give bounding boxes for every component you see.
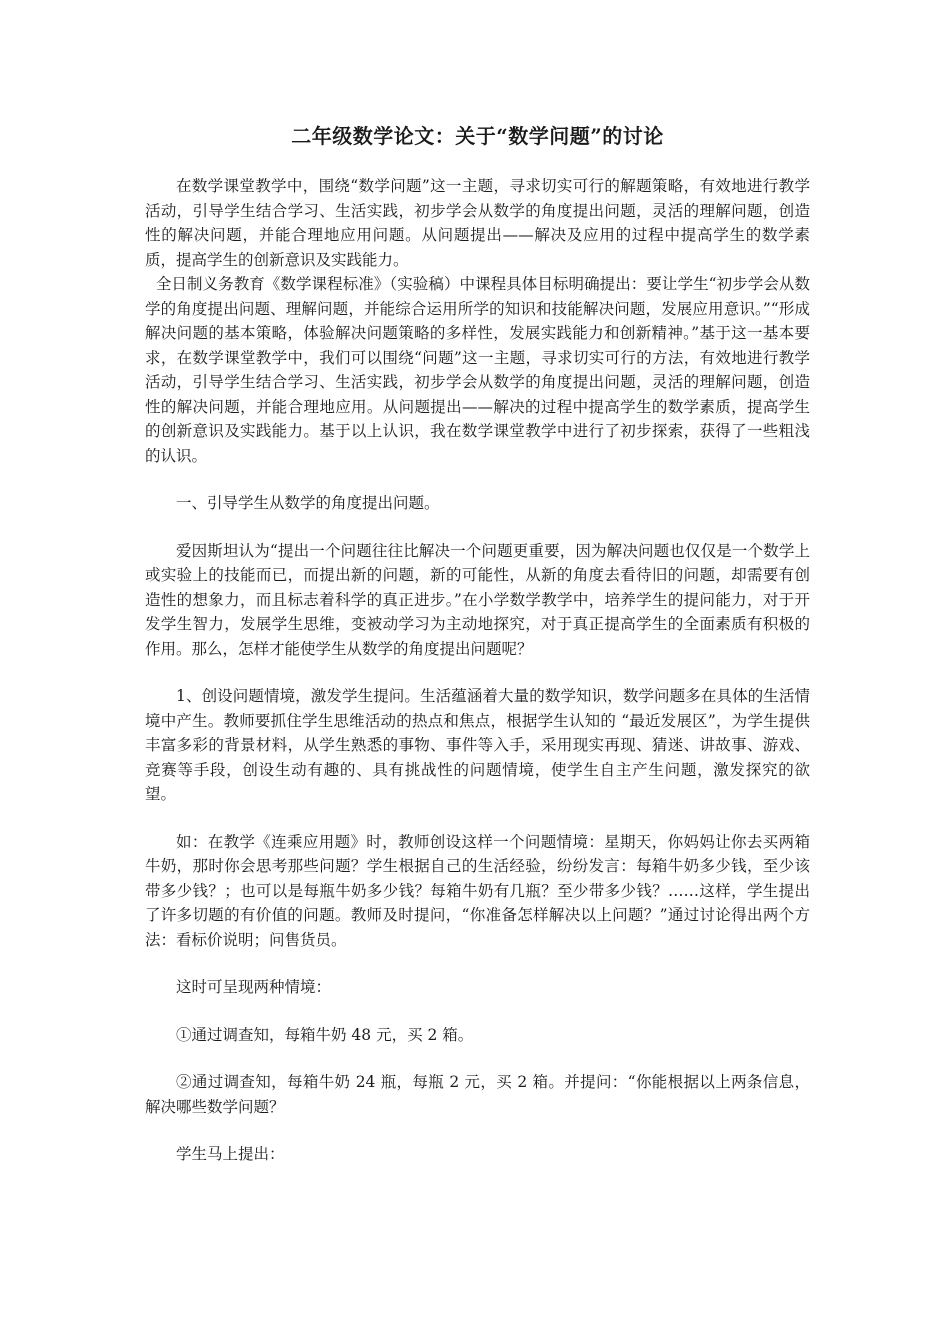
paragraph-curriculum: 全日制义务教育《数学课程标准》（实验稿）中课程具体目标明确提出：要让学生“初步学会从数学的角度提出问题、理解问题，并能综合运用所学的知识和技能解决问题，发展应用意识。”“形成解决问题的基本策略，体验解决问题策略的多样性，发展实践能力和创新精神。”基于这一基本要求，在数学课堂教学中，我们可以围绕“问题”这一主题，寻求切实可行的方法，有效地进行教学活动，引导学生结合学习、生活实践，初步学会从数学的角度提出问题，灵活的理解问题，创造性的解决问题，并能合理地应用。从问题提出——解决的过程中提高学生的数学素质，提高学生的创新意识及实践能力。基于以上认识，我在数学课堂教学中进行了初步探索，获得了一些粗浅的认识。	[145, 275, 810, 465]
spacer	[145, 1119, 810, 1142]
paragraph-students-ask: 学生马上提出：	[176, 1145, 285, 1163]
paragraph-situation-2: ②通过调查知，每箱牛奶 24 瓶，每瓶 2 元，买 2 箱。并提问：“你能根据以上两条信息，解决哪些数学问题？	[145, 1073, 810, 1116]
paragraph-situation: 1、创设问题情境，激发学生提问。生活蕴涵着大量的数学知识，数学问题多在具体的生活情境中产生。教师要抓住学生思维活动的热点和焦点，根据学生认知的 “最近发展区”，为学生提供丰富多彩的背景材料，从学生熟悉的事物、事件等入手，采用现实再现、猜迷、讲故事、游戏、竞赛等手段，创设生动有趣的、具有挑战性的问题情境，使学生自主产生问题，激发探究的欲望。	[145, 687, 810, 803]
spacer	[145, 468, 810, 491]
document-page	[145, 122, 810, 1167]
paragraph-two-situations: 这时可呈现两种情境：	[176, 978, 332, 996]
spacer	[145, 1047, 810, 1070]
spacer	[145, 807, 810, 830]
paragraph-situation-1: ①通过调查知，每箱牛奶 48 元，买 2 箱。	[176, 1025, 474, 1044]
paragraph-example: 如：在教学《连乘应用题》时，教师创设这样一个问题情境：星期天，你妈妈让你去买两箱牛奶，那时你会思考那些问题？学生根据自己的生活经验，纷纷发言：每箱牛奶多少钱，至少该带多少钱？；也可以是每瓶牛奶多少钱？每箱牛奶有几瓶？至少带多少钱？……这样，学生提出了许多切题的有价值的问题。教师及时提问，“你准备怎样解决以上问题？”通过讨论得出两个方法：看标价说明；问售货员。	[145, 832, 810, 949]
paragraph-einstein: 爱因斯坦认为“提出一个问题往往比解决一个问题更重要，因为解决问题也仅仅是一个数学上或实验上的技能而已，而提出新的问题，新的可能性，从新的角度去看待旧的问题，却需要有创造性的想象力，而且标志着科学的真正进步。”在小学数学教学中，培养学生的提问能力，对于开发学生智力，发展学生思维，变被动学习为主动地探究，对于真正提高学生的全面素质有积极的作用。那么，怎样才能使学生从数学的角度提出问题呢？	[145, 541, 810, 658]
spacer	[145, 952, 810, 975]
spacer	[145, 661, 810, 684]
spacer	[145, 516, 810, 539]
paragraph-intro: 在数学课堂教学中，围绕“数学问题”这一主题，寻求切实可行的解题策略，有效地进行教学活动，引导学生结合学习、生活实践，初步学会从数学的角度提出问题，灵活的理解问题，创造性的解决问题，并能合理地应用问题。从问题提出——解决及应用的过程中提高学生的数学素质，提高学生的创新意识及实践能力。	[145, 177, 810, 269]
spacer	[145, 1000, 810, 1023]
section-heading-1: 一、引导学生从数学的角度提出问题。	[176, 494, 440, 512]
document-title: 二年级数学论文：关于“数学问题”的讨论	[291, 124, 664, 148]
